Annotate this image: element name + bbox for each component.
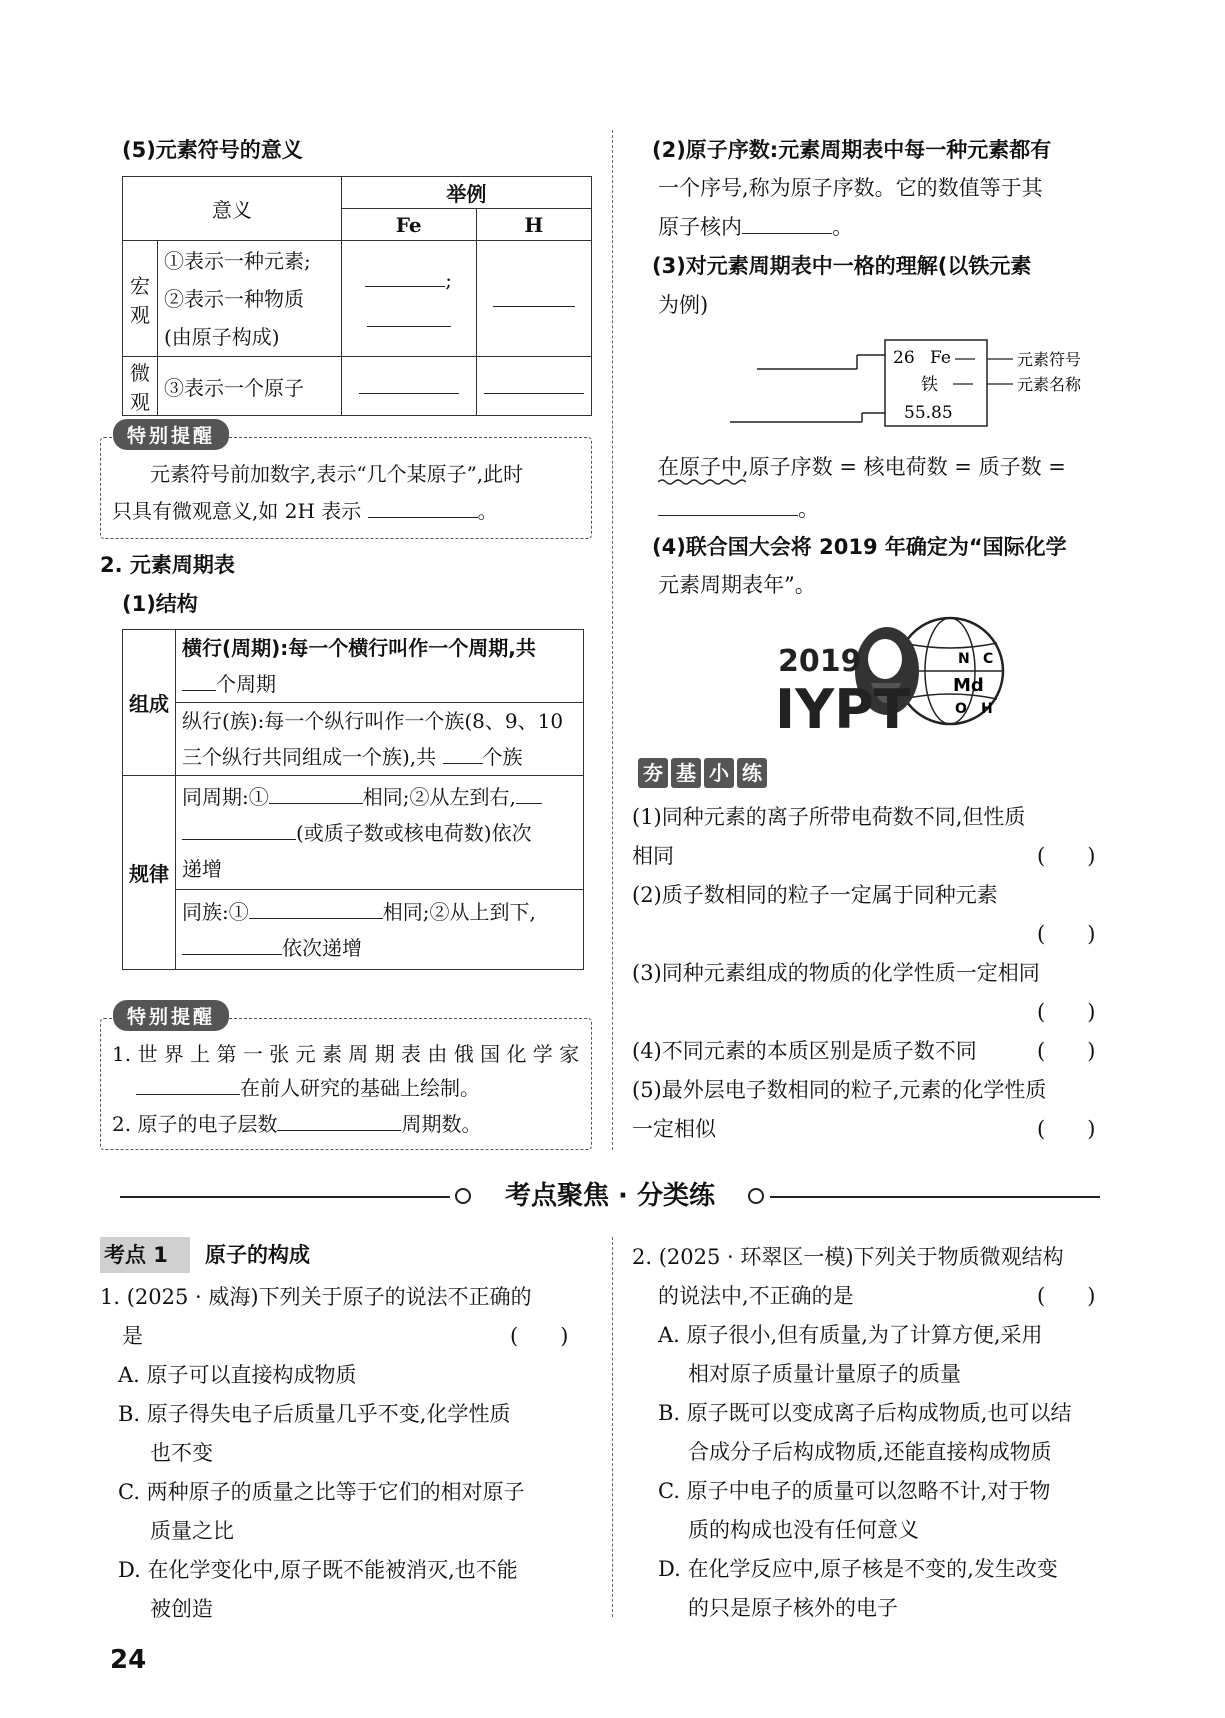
para-2-line-2: 一个序号,称为原子序数。它的数值等于其 — [658, 176, 1043, 200]
iypt-2019-logo — [775, 613, 1010, 735]
micro-fe-answer[interactable] — [341, 357, 476, 416]
periodic-table-structure-table — [122, 629, 584, 970]
cell-atomic-number: 26 — [893, 348, 915, 368]
reminder-1-line-1: 元素符号前加数字,表示“几个某原子”,此时 — [150, 462, 524, 486]
practice-q2: (2)质子数相同的粒子一定属于同种元素 — [632, 883, 998, 907]
chemist-blank[interactable] — [136, 1074, 240, 1095]
subsection-title-structure: (1)结构 — [122, 592, 198, 616]
mcq-2-option-a[interactable]: A. 原子很小,但有质量,为了计算方便,采用 — [658, 1323, 1043, 1347]
macro-line-2: ②表示一种物质 — [164, 286, 304, 311]
mcq-1-option-d-cont: 被创造 — [150, 1597, 213, 1621]
section-title-periodic-table: 2. 元素周期表 — [100, 553, 235, 577]
para-4-line-2: 元素周期表年”。 — [658, 573, 816, 597]
key-point-title: 原子的构成 — [205, 1243, 310, 1267]
banner-dot-right — [748, 1188, 764, 1204]
label-symbol: 元素符号 — [1017, 350, 1082, 369]
banner-dot-left — [455, 1188, 471, 1204]
label-name: 元素名称 — [1017, 375, 1082, 394]
reminder-2-line-2: 在前人研究的基础上绘制。 — [136, 1070, 480, 1106]
table-header-meaning: 意义 — [123, 177, 342, 241]
row-period: 横行(周期):每一个横行叫作一个周期,共 个周期 — [176, 630, 584, 703]
practice-q2-answer[interactable]: ( ) — [1037, 922, 1096, 946]
mcq-2-option-c-cont: 质的构成也没有任何意义 — [688, 1518, 919, 1542]
section-banner-title: 考点聚焦 · 分类练 — [505, 1181, 715, 1211]
practice-q1-line-2: 相同 ( ) — [632, 837, 1122, 875]
mcq-2-option-d-cont: 的只是原子核外的电子 — [688, 1596, 898, 1620]
logo-o: O — [955, 701, 967, 717]
mcq-1-answer[interactable]: ( ) — [510, 1324, 569, 1348]
macro-h-answer[interactable] — [476, 241, 591, 357]
mcq-2-option-c[interactable]: C. 原子中电子的质量可以忽略不计,对于物 — [658, 1479, 1051, 1503]
macro-fe-answer[interactable]: ; — [341, 241, 476, 357]
mcq-1-option-b-cont: 也不变 — [150, 1441, 213, 1465]
logo-n: N — [958, 651, 970, 667]
page-number: 24 — [110, 1645, 147, 1675]
electron-layer-blank[interactable] — [277, 1110, 401, 1131]
para-3-line-1: (3)对元素周期表中一格的理解(以铁元素 — [652, 254, 1032, 278]
reminder-2-line-1: 1. 世 界 上 第 一 张 元 素 周 期 表 由 俄 国 化 学 家 — [112, 1042, 580, 1066]
table-col-h: H — [476, 209, 591, 241]
equation-line: 在原子中,原子序数 = 核电荷数 = 质子数 = — [658, 455, 1066, 479]
practice-tag-char-4: 练 — [737, 758, 767, 788]
para-2-line-3: 原子核内 。 — [658, 215, 853, 239]
para-3-line-2: 为例) — [658, 293, 709, 317]
practice-tag-char-1: 夯 — [638, 758, 668, 788]
banner-rule-left — [120, 1196, 450, 1198]
micro-h-answer[interactable] — [476, 357, 591, 416]
zucheng-label: 组成 — [123, 630, 176, 776]
practice-q4-answer[interactable]: ( ) — [1037, 1039, 1096, 1063]
key-point-tag: 考点 1 — [104, 1243, 168, 1267]
mcq-1-stem-line-1: 1. (2025 · 威海)下列关于原子的说法不正确的 — [100, 1285, 532, 1309]
para-2-line-1: (2)原子序数:元素周期表中每一种元素都有 — [652, 138, 1052, 162]
mcq-1-option-a[interactable]: A. 原子可以直接构成物质 — [118, 1363, 357, 1387]
practice-q5-line-2: 一定相似 — [632, 1117, 716, 1141]
macro-label: 宏观 — [123, 241, 158, 357]
subsection-title-5: (5)元素符号的意义 — [122, 138, 303, 162]
same-group-blank-1[interactable] — [249, 898, 383, 919]
practice-tag-char-2: 基 — [671, 758, 701, 788]
micro-label: 微观 — [123, 357, 158, 416]
banner-rule-right — [770, 1196, 1100, 1198]
mcq-2-stem-line-2: 的说法中,不正确的是 — [658, 1284, 854, 1308]
element-symbol-meaning-table — [122, 176, 592, 416]
table-header-example: 举例 — [341, 177, 591, 209]
row-group: 纵行(族):每一个纵行叫作一个族(8、9、10 三个纵行共同组成一个族),共 个族 — [176, 703, 584, 776]
mcq-2-option-d[interactable]: D. 在化学反应中,原子核是不变的,发生改变 — [658, 1557, 1058, 1581]
practice-q5-answer[interactable]: ( ) — [1037, 1117, 1096, 1141]
iron-cell-diagram — [725, 335, 1085, 435]
logo-md: Md — [953, 675, 984, 696]
practice-tag — [638, 758, 770, 788]
special-reminder-tag-2: 特别提醒 — [113, 1000, 229, 1031]
para-4-line-1: (4)联合国大会将 2019 年确定为“国际化学 — [652, 535, 1067, 559]
same-group-blank-2[interactable] — [182, 934, 282, 955]
mcq-1-option-d[interactable]: D. 在化学变化中,原子既不能被消灭,也不能 — [118, 1558, 518, 1582]
mcq-1-stem-line-2: 是 — [122, 1324, 143, 1348]
practice-q1-line-1: (1)同种元素的离子所带电荷数不同,但性质 — [632, 805, 1026, 829]
logo-h: H — [981, 701, 993, 717]
wavy-underline — [658, 478, 746, 486]
practice-q3: (3)同种元素组成的物质的化学性质一定相同 — [632, 961, 1040, 985]
mcq-2-option-a-cont: 相对原子质量计量原子的质量 — [688, 1362, 961, 1386]
practice-q5-line-1: (5)最外层电子数相同的粒子,元素的化学性质 — [632, 1078, 1047, 1102]
column-divider-top — [612, 130, 613, 1150]
group-count-blank[interactable] — [443, 743, 483, 764]
reminder-1-line-2: 只具有微观意义,如 2H 表示 。 — [112, 499, 498, 523]
mcq-2-answer[interactable]: ( ) — [1037, 1284, 1096, 1308]
period-count-blank[interactable] — [182, 670, 216, 691]
practice-q4: (4)不同元素的本质区别是质子数不同 — [632, 1039, 977, 1063]
macro-line-3: (由原子构成) — [164, 324, 280, 349]
table-col-fe: Fe — [341, 209, 476, 241]
macro-description — [158, 241, 342, 357]
equation-blank[interactable] — [658, 495, 798, 516]
logo-iypt: IYPT — [775, 678, 911, 735]
row-same-group: 同族:① 相同;②从上到下, 依次递增 — [176, 890, 584, 970]
guilv-label: 规律 — [123, 776, 176, 970]
cell-name: 铁 — [921, 375, 938, 395]
reminder-1-blank[interactable] — [368, 497, 478, 518]
mcq-1-option-c-cont: 质量之比 — [150, 1519, 234, 1543]
cell-mass: 55.85 — [904, 403, 953, 423]
logo-c: C — [983, 651, 994, 667]
mcq-1-option-c[interactable]: C. 两种原子的质量之比等于它们的相对原子 — [118, 1480, 525, 1504]
mcq-2-option-b-cont: 合成分子后构成物质,还能直接构成物质 — [688, 1440, 1052, 1464]
same-period-blank-1[interactable] — [269, 783, 363, 804]
macro-line-1: ①表示一种元素; — [164, 248, 311, 273]
atomic-number-blank[interactable] — [742, 213, 832, 234]
mcq-1-option-b[interactable]: B. 原子得失电子后质量几乎不变,化学性质 — [118, 1402, 511, 1426]
row-same-period: 同周期:① 相同;②从左到右, (或质子数或核电荷数)依次 递增 — [176, 776, 584, 890]
micro-description: ③表示一个原子 — [158, 357, 342, 416]
special-reminder-tag-1: 特别提醒 — [113, 419, 229, 450]
reminder-2-line-3: 2. 原子的电子层数 周期数。 — [112, 1112, 482, 1136]
practice-q3-answer[interactable]: ( ) — [1037, 1000, 1096, 1024]
mcq-2-stem-line-1: 2. (2025 · 环翠区一模)下列关于物质微观结构 — [632, 1245, 1064, 1269]
practice-tag-char-3: 小 — [704, 758, 734, 788]
equation-answer: 。 — [658, 490, 819, 528]
logo-year: 2019 — [778, 644, 862, 679]
column-divider-bottom — [612, 1237, 613, 1617]
mcq-2-option-b[interactable]: B. 原子既可以变成离子后构成物质,也可以结 — [658, 1401, 1072, 1425]
cell-symbol: Fe — [930, 348, 951, 368]
same-period-blank-2[interactable] — [182, 819, 296, 840]
practice-q1-answer[interactable]: ( ) — [1037, 844, 1096, 868]
